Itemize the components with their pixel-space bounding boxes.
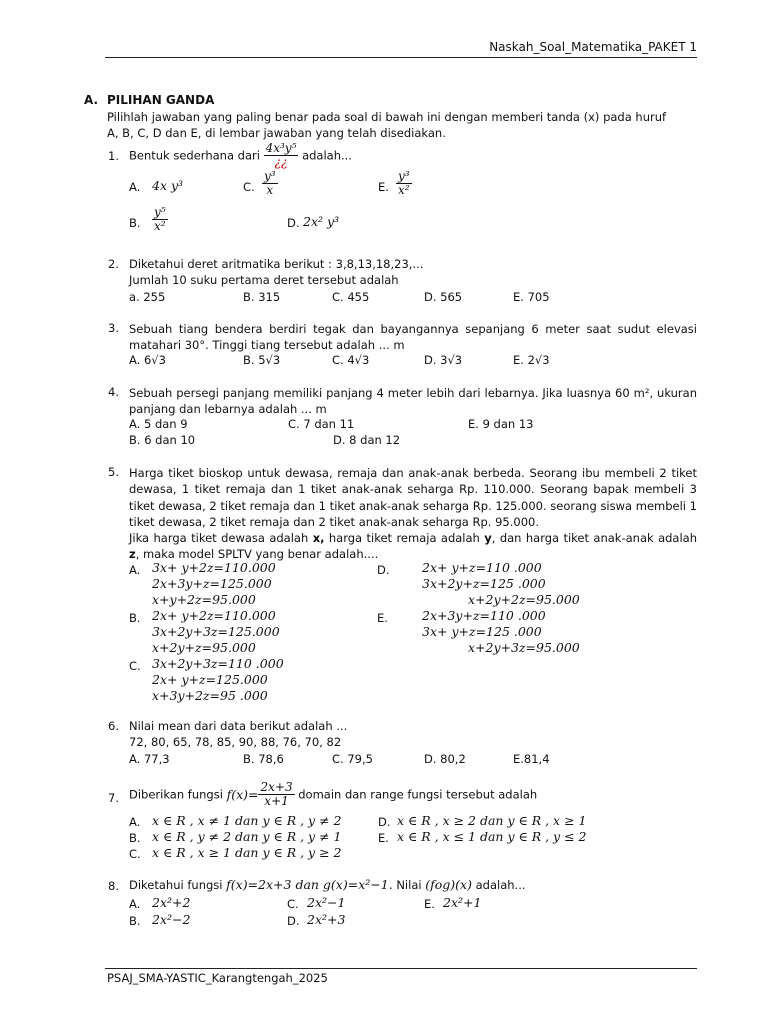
q3-option-e: E. 2√3: [513, 353, 550, 367]
q1-e-num: y³: [398, 169, 410, 183]
instruction-line-1: Pilihlah jawaban yang paling benar pada soal di bawah ini dengan memberi tanda (x) pada huruf: [107, 110, 667, 124]
q8-option-b-label: B.: [129, 914, 141, 928]
q2-option-c: C. 455: [332, 290, 370, 304]
q4-option-a: A. 5 dan 9: [129, 417, 188, 431]
q1-option-d-value: 2x² y³: [303, 214, 340, 229]
q1-b-num: y⁵: [154, 205, 166, 219]
q1-option-b-label: B.: [129, 216, 141, 230]
q5-d-eq3: x+2y+2z=95.000: [468, 592, 580, 607]
q6-line-1: Nilai mean dari data berikut adalah ...: [129, 719, 348, 733]
q7-option-a-value: x ∈ R , x ≠ 1 dan y ∈ R , y ≠ 2: [152, 813, 342, 828]
q8-option-a-label: A.: [129, 897, 141, 911]
q5-option-b-label: B.: [129, 611, 141, 625]
footer-rule: [105, 968, 697, 969]
q5-c-eq1: 3x+2y+3z=110 .000: [152, 656, 284, 671]
q1-option-b-value: [152, 206, 168, 233]
q5-option-e-label: E.: [377, 611, 388, 625]
q4-number: 4.: [108, 385, 119, 399]
q5-var-y: y: [484, 531, 492, 545]
q5-var-x: x,: [312, 531, 325, 545]
q1-number: 1.: [108, 149, 119, 163]
q5-option-a-label: A.: [129, 563, 141, 577]
q1-frac-den: ¿¿: [274, 155, 288, 169]
q1-e-den: x²: [398, 183, 410, 197]
q5-e-eq1: 2x+3y+z=110 .000: [422, 608, 546, 623]
q7-option-e-value: x ∈ R , x ≤ 1 dan y ∈ R , y ≤ 2: [397, 829, 587, 844]
q5-text-2: [129, 530, 697, 563]
q3-option-d: D. 3√3: [424, 353, 463, 367]
q2-option-e: E. 705: [513, 290, 550, 304]
q8-option-e-label: E.: [424, 897, 435, 911]
q5-b-eq1: 2x+ y+2z=110.000: [152, 608, 276, 623]
q8-question: [129, 877, 526, 892]
q1-fraction: [264, 142, 299, 169]
q2-line-2: Jumlah 10 suku pertama deret tersebut adalah: [129, 273, 399, 287]
q5-e-eq2: 3x+ y+z=125 .000: [422, 624, 542, 639]
q2-option-b: B. 315: [243, 290, 281, 304]
q1-frac-num: 4x³y⁵: [265, 141, 297, 155]
q5-a-eq2: 2x+3y+z=125.000: [152, 576, 272, 591]
q7-option-b-value: x ∈ R , y ≠ 2 dan y ∈ R , y ≠ 1: [152, 829, 342, 844]
q4-option-b: B. 6 dan 10: [129, 433, 196, 447]
q3-number: 3.: [108, 321, 119, 335]
q7-number: 7.: [108, 791, 119, 805]
q5-option-d-label: D.: [377, 563, 390, 577]
q1-question: [129, 142, 352, 169]
q5-text-2d: , maka model SPLTV yang benar adalah....: [135, 547, 379, 562]
q1-option-e-value: [396, 170, 412, 197]
q2-option-a: a. 255: [129, 290, 166, 304]
q7-text: Diberikan fungsi: [129, 787, 223, 802]
q5-text-2c: , dan harga tiket anak-anak adalah: [491, 531, 697, 545]
header-title: Naskah_Soal_Matematika_PAKET 1: [489, 40, 697, 54]
q6-option-e: E.81,4: [513, 752, 550, 766]
q8-option-a-value: 2x²+2: [152, 895, 191, 910]
q3-text: Sebuah tiang bendera berdiri tegak dan bayangannya sepanjang 6 meter saat sudut elevasi matahari 30°. Tinggi tiang tersebut adalah ... m: [129, 322, 697, 353]
q5-e-eq3: x+2y+3z=95.000: [468, 640, 580, 655]
q6-number: 6.: [108, 719, 119, 733]
q4-option-d: D. 8 dan 12: [333, 433, 401, 447]
q8-option-c-label: C.: [287, 897, 299, 911]
header-rule: [105, 57, 697, 58]
q6-option-d: D. 80,2: [424, 752, 466, 766]
section-label: A.: [84, 93, 99, 107]
q5-text-2a: Jika harga tiket dewasa adalah: [129, 531, 313, 545]
q8-option-b-value: 2x²−2: [152, 912, 191, 927]
q8-option-e-value: 2x²+1: [443, 895, 482, 910]
q5-var-z: z: [129, 547, 136, 562]
q7-fraction: [258, 781, 294, 808]
q7-option-c-value: x ∈ R , x ≥ 1 dan y ∈ R , y ≥ 2: [152, 845, 342, 860]
q6-option-a: A. 77,3: [129, 752, 170, 766]
q3-option-b: B. 5√3: [243, 353, 281, 367]
q5-number: 5.: [108, 465, 119, 479]
q1-suffix: adalah...: [302, 148, 352, 163]
instruction-line-2: A, B, C, D dan E, di lembar jawaban yang telah disediakan.: [107, 126, 446, 140]
q5-a-eq1: 3x+ y+2z=110.000: [152, 560, 276, 575]
q4-option-e: E. 9 dan 13: [468, 417, 534, 431]
q4-option-c: C. 7 dan 11: [288, 417, 355, 431]
q8-suffix: adalah...: [475, 878, 526, 892]
q5-b-eq2: 3x+2y+3z=125.000: [152, 624, 280, 639]
q5-b-eq3: x+2y+z=95.000: [152, 640, 256, 655]
q1-c-den: x: [266, 183, 274, 197]
q1-option-a-label: A.: [129, 180, 141, 194]
q5-text: Harga tiket bioskop untuk dewasa, remaja dan anak-anak berbeda. Seorang ibu membeli 2 tiket dewasa, 1 tiket remaja dan 1 tiket anak-anak seharga Rp. 110.000. Seorang bapak membeli 3 tiket dewasa, 2 tiket remaja dan 1 tiket anak-anak seharga Rp. 125.000. seorang siswa membeli 1 tiket dewasa, 2 tiket remaja dan 2 tiket anak-anak seharga Rp. 95.000.: [129, 466, 697, 529]
q6-line-2: 72, 80, 65, 78, 85, 90, 88, 76, 70, 82: [129, 735, 342, 749]
q7-question: [129, 781, 537, 808]
q5-c-eq3: x+3y+2z=95 .000: [152, 688, 268, 703]
q1-b-den: x²: [154, 219, 166, 233]
q7-fx: f(x)=: [226, 787, 259, 802]
q8-composition: (fog)(x): [425, 877, 472, 892]
q4-text: Sebuah persegi panjang memiliki panjang 4 meter lebih dari lebarnya. Jika luasnya 60 m², ukuran panjang dan lebarnya adalah ... m: [129, 386, 697, 417]
q1-option-e-label: E.: [378, 180, 389, 194]
section-title: PILIHAN GANDA: [107, 93, 215, 107]
q7-option-d-label: D.: [378, 815, 391, 829]
q2-number: 2.: [108, 257, 119, 271]
q3-option-c: C. 4√3: [332, 353, 370, 367]
q7-suffix: domain dan range fungsi tersebut adalah: [298, 787, 538, 802]
q1-text: Bentuk sederhana dari: [129, 148, 260, 163]
q5-d-eq2: 3x+2y+z=125 .000: [422, 576, 546, 591]
q8-text: Diketahui fungsi: [129, 878, 223, 892]
q1-option-d-label: D.: [287, 216, 300, 230]
q8-option-d-label: D.: [287, 914, 300, 928]
q1-option-a-value: 4x y³: [152, 178, 184, 193]
q2-option-d: D. 565: [424, 290, 463, 304]
q8-option-c-value: 2x²−1: [307, 895, 346, 910]
q5-c-eq2: 2x+ y+z=125.000: [152, 672, 268, 687]
q5-a-eq3: x+y+2z=95.000: [152, 592, 256, 607]
q8-number: 8.: [108, 879, 119, 893]
q7-frac-den: x+1: [264, 794, 289, 808]
q2-line-1: Diketahui deret aritmatika berikut : 3,8,13,18,23,...: [129, 257, 424, 271]
q7-option-d-value: x ∈ R , x ≥ 2 dan y ∈ R , x ≥ 1: [397, 813, 587, 828]
q1-c-num: y³: [264, 169, 276, 183]
q1-option-c-label: C.: [243, 180, 255, 194]
q6-option-c: C. 79,5: [332, 752, 373, 766]
q5-text-2b: harga tiket remaja adalah: [324, 531, 485, 545]
q6-option-b: B. 78,6: [243, 752, 284, 766]
q8-nilai: Nilai: [396, 878, 422, 892]
q5-d-eq1: 2x+ y+z=110 .000: [422, 560, 542, 575]
q3-option-a: A. 6√3: [129, 353, 166, 367]
q7-option-e-label: E.: [378, 831, 389, 845]
q7-frac-num: 2x+3: [260, 780, 293, 794]
q5-option-c-label: C.: [129, 659, 141, 673]
q8-functions: f(x)=2x+3 dan g(x)=x²−1.: [226, 877, 393, 892]
footer-text: PSAJ_SMA-YASTIC_Karangtengah_2025: [107, 971, 328, 985]
q7-option-a-label: A.: [129, 815, 141, 829]
q1-option-c-value: [262, 170, 278, 197]
q7-option-b-label: B.: [129, 831, 141, 845]
q7-option-c-label: C.: [129, 847, 141, 861]
q8-option-d-value: 2x²+3: [307, 912, 346, 927]
